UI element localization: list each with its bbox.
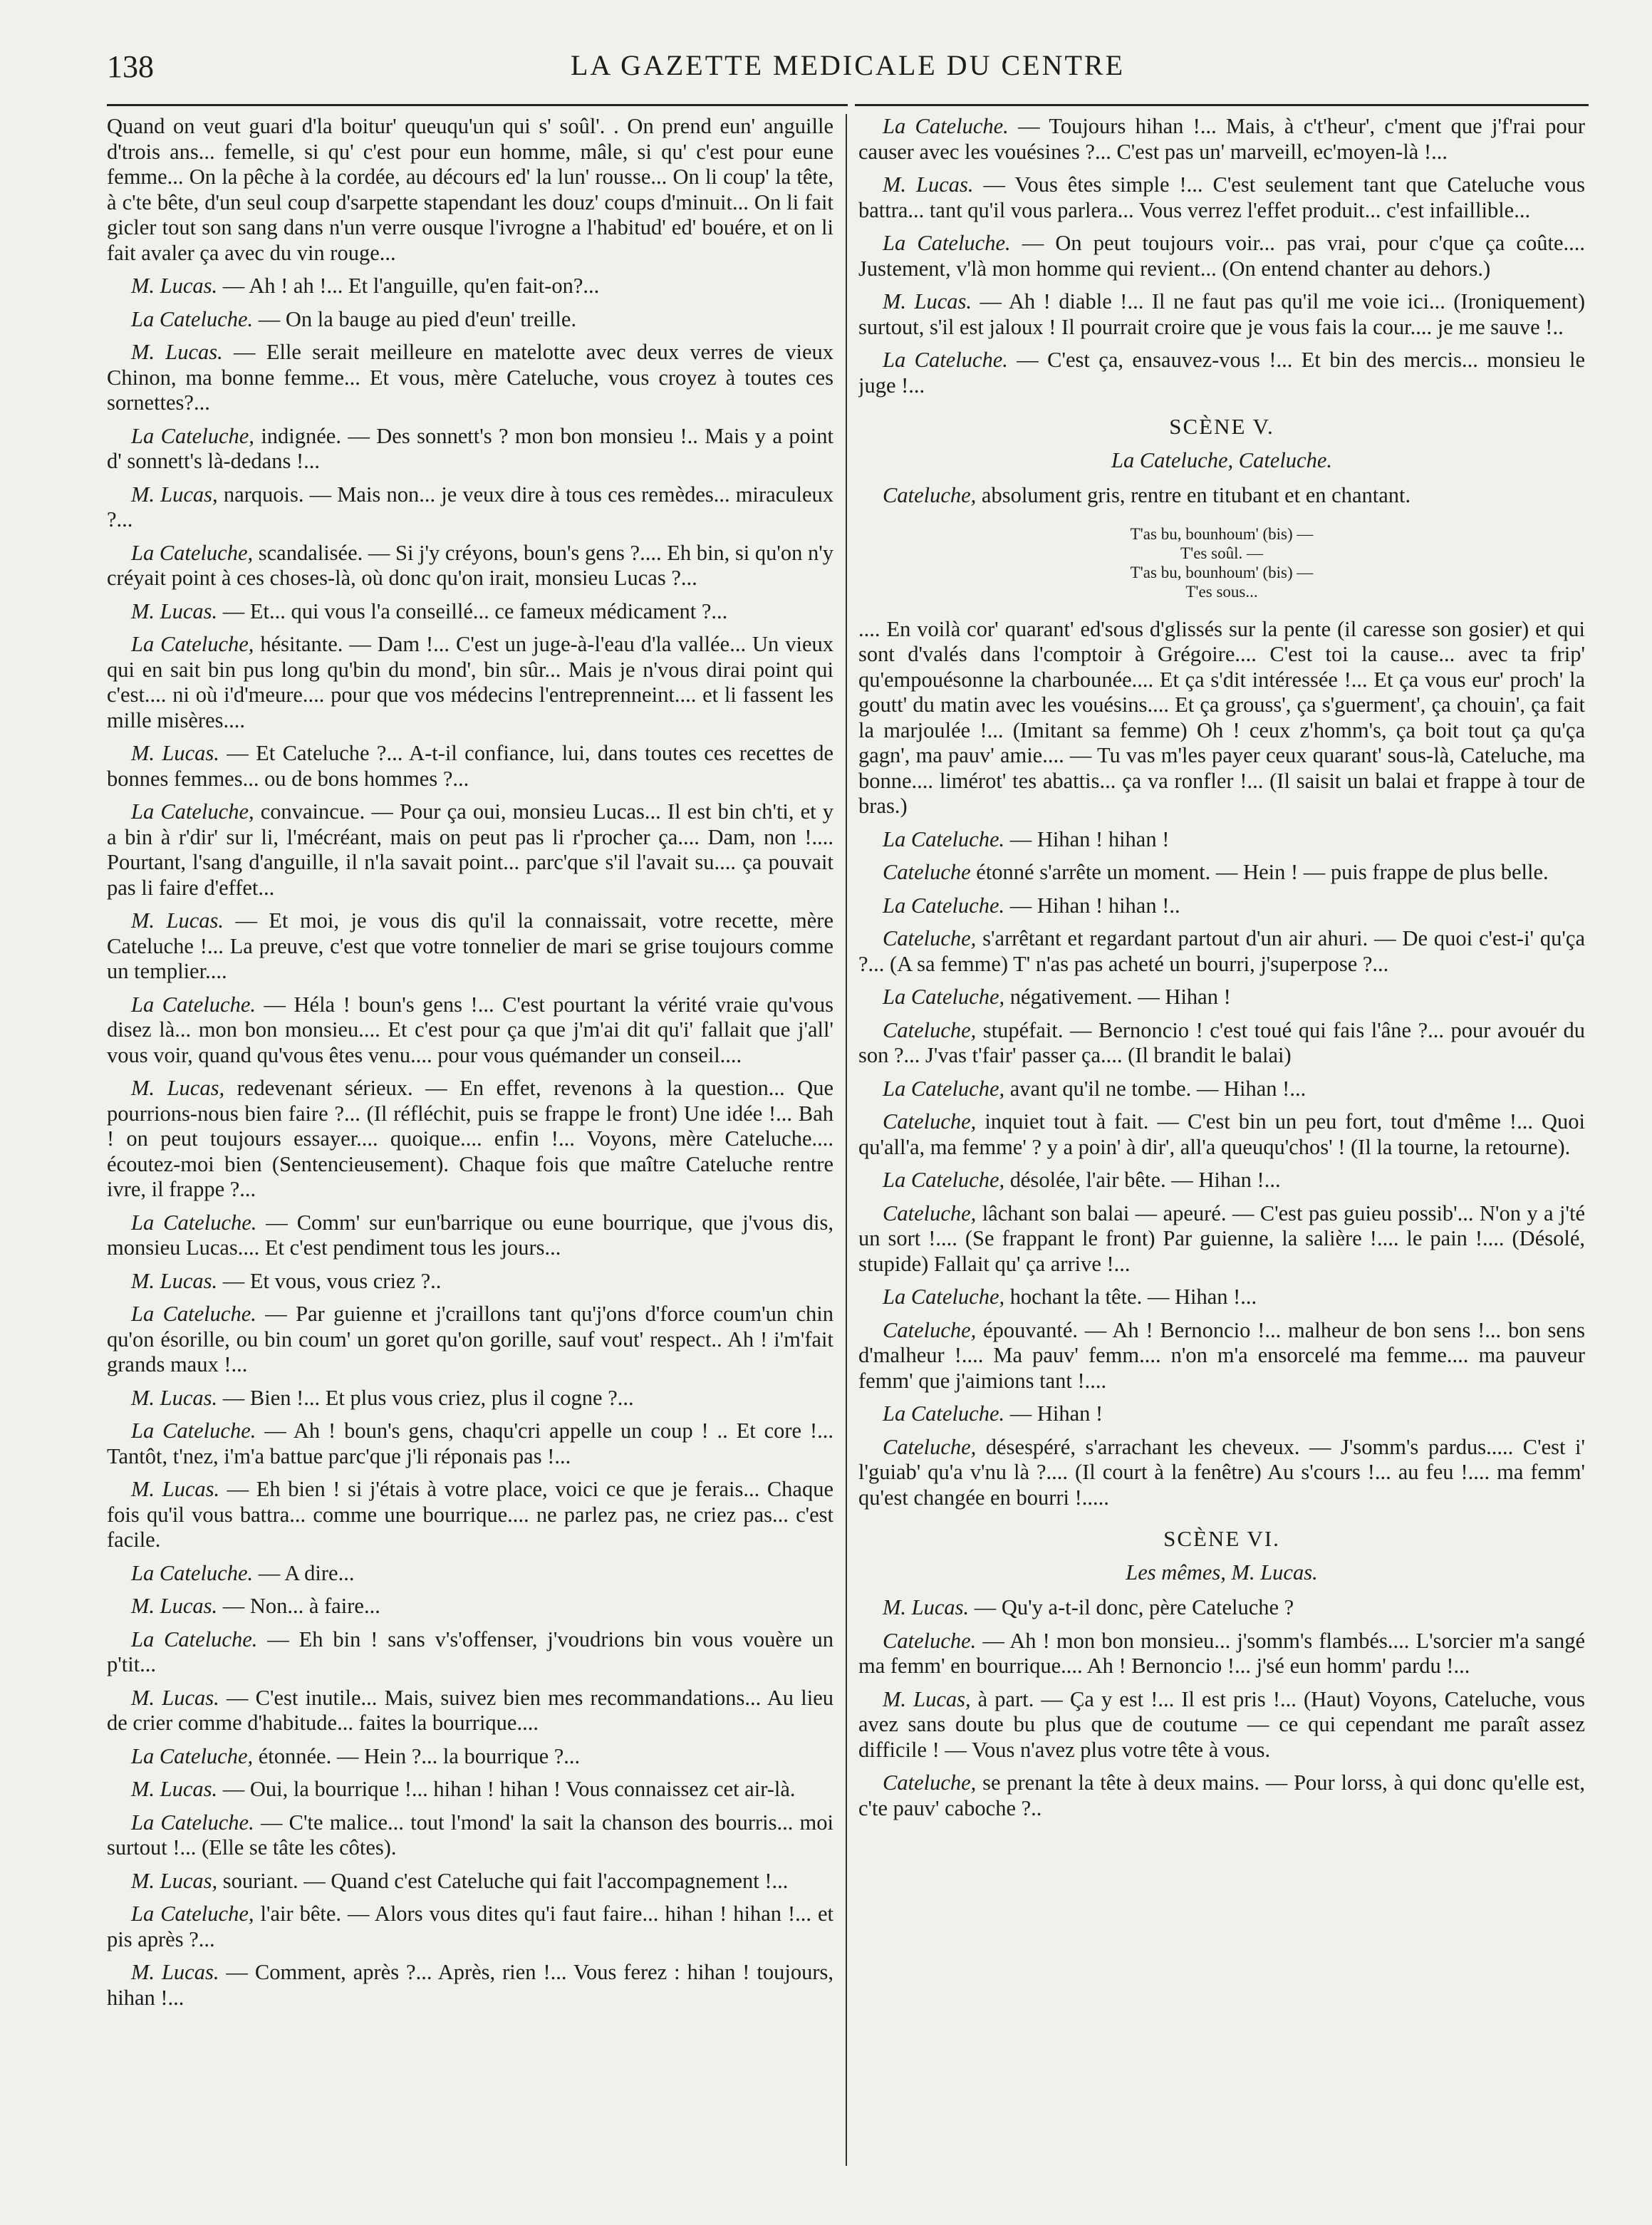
dialogue-paragraph [107, 599, 833, 625]
dialogue-paragraph [107, 1960, 833, 2011]
dialogue-paragraph [858, 1318, 1585, 1394]
line-text: — Elle serait meilleure en matelotte avec deux verres de vieux Chinon, ma bonne femme... Et vous, mère Cateluche, vous croyez à toutes ces sornettes?... [107, 340, 833, 415]
speaker: M. Lucas. [883, 172, 974, 197]
speaker: Cateluche [883, 860, 971, 884]
speaker: La Cateluche, [131, 1743, 254, 1768]
line-text: — Toujours hihan !... Mais, à c't'heur', c'ment que j'f'rai pour causer avec les vouésines ?... C'est pas un' marveill, ec'moyen-là !... [858, 114, 1585, 164]
line-text: hésitante. — Dam !... C'est un juge-à-l'eau d'la vallée... Un vieux qui en sait bin pus long qu'bin du mond', bin sûr... Mais je n'vous dirai point qui c'est.... ni où i'd'meure.... pour que vos médecins l'entreprenneint.... et li fassent les mille misères.... [107, 632, 833, 732]
dialogue-paragraph [107, 1594, 833, 1619]
line-text: négativement. — Hihan ! [1004, 985, 1231, 1009]
dialogue-paragraph [858, 1687, 1585, 1763]
speaker: La Cateluche. [131, 1418, 256, 1443]
speaker: M. Lucas. [131, 274, 218, 298]
dialogue-paragraph [107, 1386, 833, 1411]
line-text: se prenant la tête à deux mains. — Pour lorss, à qui donc qu'elle est, c'te pauv' caboche ?.. [858, 1770, 1585, 1820]
dialogue-paragraph [107, 1477, 833, 1553]
speaker: M. Lucas. [131, 1685, 219, 1710]
dialogue-paragraph [107, 992, 833, 1069]
speaker: M. Lucas, [883, 1686, 971, 1711]
dialogue-paragraph [107, 1686, 833, 1736]
dialogue-paragraph [107, 1418, 833, 1469]
speaker: La Cateluche, [883, 1076, 1005, 1101]
dialogue-paragraph [858, 860, 1585, 886]
dialogue-paragraph [107, 307, 833, 333]
line-text: — Et Cateluche ?... A-t-il confiance, lui, dans toutes ces recettes de bonnes femmes... ou de bons hommes ?... [107, 741, 833, 791]
line-text: — On peut toujours voir... pas vrai, pour c'que ça coûte.... Justement, v'là mon homme qui revient... (On entend chanter au dehors.) [858, 231, 1585, 281]
line-text: — A dire... [253, 1560, 355, 1585]
song-verse [858, 524, 1585, 601]
dialogue-paragraph [107, 1302, 833, 1378]
line-text: — Ah ! ah !... Et l'anguille, qu'en fait-on?... [217, 274, 600, 298]
dialogue-block [858, 1595, 1585, 1821]
line-text: — Bien !... Et plus vous criez, plus il cogne ?... [217, 1385, 634, 1410]
speaker: M. Lucas. [131, 340, 223, 364]
dialogue-paragraph [107, 1627, 833, 1678]
song-line: T'es soûl. — [1180, 544, 1263, 562]
dialogue-paragraph [107, 1076, 833, 1203]
speaker: Cateluche, [883, 926, 977, 950]
speaker: M. Lucas, [131, 1076, 225, 1100]
line-text: avant qu'il ne tombe. — Hihan !... [1004, 1076, 1306, 1101]
dialogue-paragraph [107, 799, 833, 901]
header-rule-right [855, 104, 1589, 106]
header-rule-left [107, 104, 848, 106]
speaker: Cateluche, [883, 1017, 977, 1042]
line-text: — Vous êtes simple !... C'est seulement tant que Cateluche vous battra... tant qu'il vous parlera... Vous verrez l'effet produit... c'est infaillible... [858, 172, 1585, 222]
line-text: — Eh bin ! sans v's'offenser, j'voudrions bin vous vouère un p'tit... [107, 1627, 833, 1676]
dialogue-paragraph [858, 926, 1585, 977]
dialogue-paragraph [107, 1210, 833, 1261]
dialogue-paragraph [107, 741, 833, 792]
speaker: Cateluche, [883, 1434, 977, 1459]
speaker: M. Lucas. [131, 1594, 218, 1618]
line-text: étonnée. — Hein ?... la bourrique ?... [253, 1743, 581, 1768]
dialogue-paragraph [858, 1168, 1585, 1193]
speaker: M. Lucas. [131, 1385, 218, 1410]
dialogue-paragraph [858, 985, 1585, 1010]
line-text: souriant. — Quand c'est Cateluche qui fait l'accompagnement !... [217, 1868, 789, 1893]
line-text: épouvanté. — Ah ! Bernoncio !... malheur de bon sens !... bon sens d'malheur !.... Ma pauv' femm.... n'on m'a ensorcelé ma femme.... ma pauveur femm' que j'aimions tant !.... [858, 1317, 1585, 1393]
dialogue-paragraph [107, 1269, 833, 1295]
line-text: redevenant sérieux. — En effet, revenons à la question... Que pourrions-nous bien faire ?... (Il réfléchit, puis se frappe le front) Une idée !... Bah ! on peut toujours essayer.... quoique.... enfin !... Voyons, mère Cateluche.... écoutez-moi bien (Sentencieusement). Chaque fois que maître Cateluche rentre ivre, il frappe ?... [107, 1076, 833, 1201]
page-header [107, 43, 1589, 100]
speaker: La Cateluche, [131, 632, 254, 656]
column-divider [846, 114, 847, 2166]
speaker: La Cateluche, [131, 540, 254, 565]
dialogue-paragraph [858, 1629, 1585, 1679]
dialogue-paragraph [858, 617, 1585, 819]
speaker: La Cateluche, [131, 423, 254, 448]
dialogue-paragraph [858, 1401, 1585, 1427]
line-text: .... En voilà cor' quarant' ed'sous d'glissés sur la pente (il caresse son gosier) et qui sont d'valés dans l'comptoir à Grégoire.... C'est toi la cause... avec ta frip' qu'empouésonne la charbounée.... Et ça s'dit intéressée !... Et ça vous eur' proch' la goutt' du matin avec les vouésins.... Et ça grouss', ça s'guerment', ça chouin', ça fait la marjoulée !... (Imitant sa femme) Oh ! ceux z'homm's, ça boit tout ça qu'ça gagn', ma pauv' amie.... — Tu vas m'les payer ceux quarant' sous-là, Cateluche, ma bonne.... limérot' tes abattis... ça va ronfler !... (Il saisit un balai et frappe à tour de bras.) [858, 616, 1585, 818]
dialogue-paragraph [107, 482, 833, 533]
direction-text: absolument gris, rentre en titubant et en chantant. [976, 483, 1411, 507]
dialogue-paragraph [858, 1770, 1585, 1821]
dialogue-paragraph [107, 541, 833, 591]
dialogue-paragraph [107, 274, 833, 299]
dialogue-block [858, 617, 1585, 1511]
scene-heading: SCÈNE V. [1169, 414, 1274, 439]
line-text: — Comm' sur eun'barrique ou eune bourrique, que j'vous dis, monsieu Lucas.... Et c'est pendiment tous les jours... [107, 1210, 833, 1260]
speaker: Cateluche, [883, 483, 977, 507]
dialogue-paragraph [107, 1561, 833, 1587]
speaker: La Cateluche, [131, 799, 254, 824]
dialogue-paragraph [858, 1109, 1585, 1160]
line-text: — C'est inutile... Mais, suivez bien mes recommandations... Au lieu de crier comme d'habitude... faites la bourrique.... [107, 1685, 833, 1735]
line-text: — Héla ! boun's gens !... C'est pourtant la vérité vraie qu'vous disez là... mon bon monsieu.... Et c'est pour ça que j'm'ai dit qu'i' fallait que j'all' vous voir, quand qu'vous êtes venu.... pour vous quémander un conseil.... [107, 992, 833, 1067]
dialogue-block [858, 114, 1585, 398]
running-title: LA GAZETTE MEDICALE DU CENTRE [570, 49, 1125, 81]
line-text: — C'est ça, ensauvez-vous !... Et bin des mercis... monsieu le juge !... [858, 348, 1585, 398]
line-text: — C'te malice... tout l'mond' la sait la chanson des bourris... moi surtout !... (Elle se tâte les côtes). [107, 1810, 833, 1860]
dialogue-paragraph [107, 1869, 833, 1894]
dialogue-paragraph [107, 1810, 833, 1861]
dialogue-paragraph [107, 424, 833, 474]
speaker: M. Lucas. [131, 1960, 219, 1984]
dialogue-paragraph [858, 1595, 1585, 1621]
line-text: — Et moi, je vous dis qu'il la connaissait, votre recette, mère Cateluche !... La preuve, c'est que votre tonnelier de mari se grise toujours comme un templier.... [107, 908, 833, 983]
speaker: La Cateluche, [883, 985, 1005, 1009]
dialogue-paragraph [858, 348, 1585, 398]
line-text: scandalisée. — Si j'y créyons, boun's gens ?.... Eh bin, si qu'on n'y créyait point à ces choses-là, où donc qu'on irait, monsieu Lucas ?... [107, 540, 833, 590]
dialogue-paragraph [858, 1018, 1585, 1069]
line-text: — Par guienne et j'craillons tant qu'j'ons d'force coum'un chin qu'on ésorille, ou bin coum' un goret qu'on gorille, sauf vout' respect.. Ah ! i'm'fait grands maux !... [107, 1302, 833, 1376]
line-text: lâchant son balai — apeuré. — C'est pas guieu possib'... N'on y a j'té un sort !.... (Se frappant le front) Par guienne, la salière !.... le pain !.... (Désolé, stupide) Fallait qu' ça arrive !... [858, 1200, 1585, 1276]
speaker: M. Lucas, [131, 482, 218, 507]
scene-heading: SCÈNE VI. [1163, 1526, 1280, 1551]
line-text: indignée. — Des sonnett's ? mon bon monsieu !.. Mais y a point d' sonnett's là-dedans !... [107, 423, 833, 473]
line-text: — Hihan ! [1004, 1401, 1103, 1426]
speaker: Cateluche. [883, 1628, 977, 1653]
speaker: M. Lucas. [131, 1268, 218, 1293]
speaker: La Cateluche. [131, 1810, 254, 1835]
line-text: — Eh bien ! si j'étais à votre place, voici ce que je ferais... Chaque fois qu'il vous battra... comme une bourrique.... ne parlez pas, ne criez pas... c'est facile. [107, 1477, 833, 1552]
line-text: l'air bête. — Alors vous dites qu'i faut faire... hihan ! hihan !... et pis après ?... [107, 1902, 833, 1951]
line-text: — Et... qui vous l'a conseillé... ce fameux médicament ?... [217, 598, 728, 623]
speaker: Cateluche, [883, 1317, 977, 1342]
speaker: La Cateluche, [131, 1902, 254, 1926]
dialogue-paragraph [107, 340, 833, 416]
dialogue-paragraph [858, 231, 1585, 281]
page [107, 43, 1589, 2180]
left-column [107, 114, 833, 2166]
line-text: narquois. — Mais non... je veux dire à tous ces remèdes... miraculeux ?... [107, 482, 833, 531]
speaker: La Cateluche. [131, 306, 254, 331]
line-text: — Hihan ! hihan !.. [1004, 893, 1180, 918]
dialogue-paragraph [858, 893, 1585, 919]
dialogue-paragraph [858, 1201, 1585, 1277]
speaker: La Cateluche. [883, 1401, 1005, 1426]
line-text: — Et vous, vous criez ?.. [217, 1268, 442, 1293]
speaker: M. Lucas. [883, 1595, 970, 1619]
line-text: hochant la tête. — Hihan !... [1004, 1285, 1257, 1309]
line-text: — Comment, après ?... Après, rien !... Vous ferez : hihan ! toujours, hihan !... [107, 1960, 833, 2010]
dialogue-paragraph [858, 1285, 1585, 1310]
speaker: La Cateluche. [883, 348, 1008, 372]
song-line: T'as bu, bounhoum' (bis) — [1130, 524, 1314, 543]
line-text: convaincue. — Pour ça oui, monsieu Lucas... Il est bin ch'ti, et y a bin à r'dir' sur li, l'mécréant, mais on peut pas li r'procher ça.... Dam, non !.... Pourtant, l'sang d'anguille, il n'la savait point... parc'que s'il l'avait su.... ça pouvait pas li faire d'effet... [107, 799, 833, 900]
speaker: La Cateluche, [883, 1285, 1005, 1309]
speaker: La Cateluche. [131, 1210, 257, 1235]
page-number: 138 [107, 49, 154, 84]
line-text: s'arrêtant et regardant partout d'un air ahuri. — De quoi c'est-i' qu'ça ?... (A sa femme) T' n'as pas acheté un bourri, j'superpose ?... [858, 926, 1585, 976]
dialogue-paragraph [858, 1435, 1585, 1511]
speaker: M. Lucas. [131, 741, 219, 765]
speaker: La Cateluche, [883, 1168, 1005, 1192]
scene-characters: Les mêmes, M. Lucas. [1126, 1560, 1318, 1585]
dialogue-paragraph [858, 114, 1585, 165]
speaker: M. Lucas. [883, 289, 972, 313]
speaker: Cateluche, [883, 1109, 977, 1134]
line-text: inquiet tout à fait. — C'est bin un peu fort, tout d'même !... Quoi qu'all'a, ma femme' ? y a poin' à dir', all'a queuqu'chos' ! (Il la tourne, la retourne). [858, 1109, 1585, 1159]
line-text: à part. — Ça y est !... Il est pris !... (Haut) Voyons, Cateluche, vous avez sans doute bu plus que de coutume — ce qui cependant me paraît assez difficile ! — Vous n'avez plus votre tête à vous. [858, 1686, 1585, 1762]
dialogue-paragraph [107, 908, 833, 985]
dialogue-paragraph [107, 1744, 833, 1770]
dialogue-paragraph [858, 172, 1585, 223]
dialogue-paragraph [107, 1902, 833, 1952]
line-text: — Non... à faire... [217, 1594, 380, 1618]
right-column [858, 114, 1585, 2166]
speaker: La Cateluche. [131, 1627, 258, 1651]
speaker: M. Lucas. [131, 908, 224, 933]
line-text: désolée, l'air bête. — Hihan !... [1004, 1168, 1281, 1192]
line-text: — Qu'y a-t-il donc, père Cateluche ? [969, 1595, 1294, 1619]
dialogue-paragraph [858, 827, 1585, 853]
line-text: désespéré, s'arrachant les cheveux. — J'somm's pardus..... C'est i' l'guiab' qu'a v'nu là ?.... (Il court à la fenêtre) Au s'cours !... au feu !.... ma femm' qu'est changée en bourri !..... [858, 1434, 1585, 1510]
speaker: La Cateluche. [131, 1560, 254, 1585]
dialogue-paragraph [107, 1777, 833, 1803]
song-line: T'es sous... [1185, 582, 1258, 601]
dialogue-paragraph [107, 632, 833, 733]
speaker: M. Lucas. [131, 1777, 218, 1801]
speaker: La Cateluche. [883, 114, 1009, 138]
song-line: T'as bu, bounhoum' (bis) — [1130, 563, 1314, 581]
line-text: — Ah ! diable !... Il ne faut pas qu'il me voie ici... (Ironiquement) surtout, s'il est jaloux ! Il pourrait croire que je vous fais la cour.... je me sauve !.. [858, 289, 1585, 339]
dialogue-paragraph [858, 1077, 1585, 1102]
speaker: Cateluche, [883, 1200, 977, 1225]
line-text: — Hihan ! hihan ! [1004, 826, 1170, 851]
line-text: Quand on veut guari d'la boitur' queuqu'un qui s' soûl'. . On prend eun' anguille d'trois ans... femelle, si qu' c'est pour eun homme, mâle, si qu' c'est pour eune femme... On la pêche à la cordée, au décours ed' la lun' rousse... On li coup' la tête, à c'te bête, d'un seul coup d'sarpette stapendant les douz' coups d'minuit... On li fait gicler tout son sang dans n'un verre ousque l'ivrogne a l'habitud' ed' bouére, et on li fait avaler ça avec du vin rouge... [107, 114, 833, 265]
stage-direction [858, 483, 1585, 509]
dialogue-paragraph [858, 289, 1585, 340]
line-text: — Ah ! boun's gens, chaqu'cri appelle un coup ! .. Et core !... Tantôt, t'nez, i'm'a battue parc'que j'li réponais pas !... [107, 1418, 833, 1468]
scene-characters: La Cateluche, Cateluche. [1111, 447, 1333, 472]
speaker: La Cateluche. [131, 992, 256, 1017]
speaker: M. Lucas, [131, 1868, 218, 1893]
line-text: — Ah ! mon bon monsieu... j'somm's flambés.... L'sorcier m'a sangé ma femm' en bourrique.... Ah ! Bernoncio !... j'sé eun homm' pardu !... [858, 1628, 1585, 1678]
line-text: étonné s'arrête un moment. — Hein ! — puis frappe de plus belle. [970, 860, 1549, 884]
speaker: La Cateluche. [883, 231, 1011, 255]
speaker: M. Lucas. [131, 598, 218, 623]
text-columns [107, 114, 1589, 2166]
speaker: M. Lucas. [131, 1477, 220, 1501]
line-text: — Oui, la bourrique !... hihan ! hihan ! Vous connaissez cet air-là. [217, 1777, 796, 1801]
line-text: stupéfait. — Bernoncio ! c'est toué qui fais l'âne ?... pour avouér du son ?... J'vas t'fair' passer ça.... (Il brandit le balai) [858, 1017, 1585, 1067]
dialogue-paragraph [107, 114, 833, 266]
speaker: La Cateluche. [883, 826, 1005, 851]
speaker: La Cateluche. [883, 893, 1005, 918]
speaker: Cateluche, [883, 1770, 977, 1795]
speaker: La Cateluche. [131, 1302, 256, 1326]
line-text: — On la bauge au pied d'eun' treille. [253, 306, 577, 331]
